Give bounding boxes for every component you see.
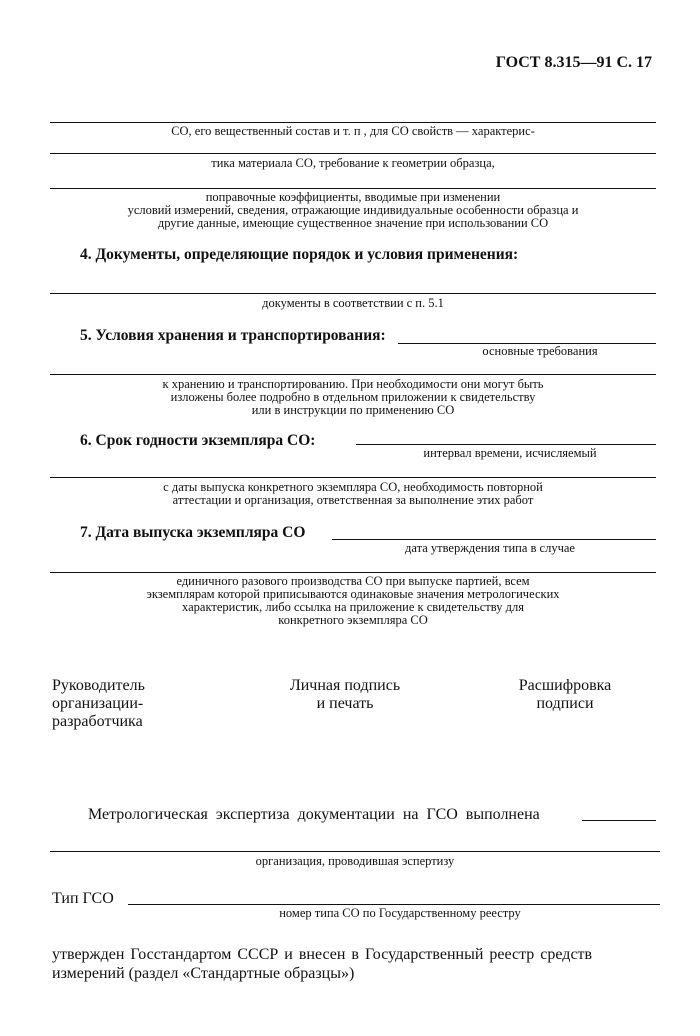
form-rule	[50, 293, 656, 294]
form-caption: условий измерений, сведения, отражающие индивидуальные особенности образца и	[127, 203, 579, 217]
section-6-caption: аттестации и организация, ответственная за выполнение этих работ	[172, 493, 534, 507]
signature-left-line3: разработчика	[52, 713, 143, 730]
fill-line	[356, 444, 656, 445]
form-caption: поправочные коэффициенты, вводимые при изменении	[205, 190, 501, 204]
section-4-heading: 4. Документы, определяющие порядок и условия применения:	[80, 246, 519, 263]
section-6-heading: 6. Срок годности экземпляра СО:	[80, 432, 316, 449]
form-rule	[50, 153, 656, 154]
signature-left-line2: организации-	[52, 695, 144, 712]
gso-type-caption: номер типа СО по Государственному реестру	[279, 906, 521, 920]
expertise-text: Метрологическая экспертиза документации на ГСО выполнена	[88, 806, 540, 823]
page-header: ГОСТ 8.315—91 С. 17	[495, 54, 652, 71]
form-rule	[50, 122, 656, 123]
section-7-caption: единичного разового производства СО при выпуске партией, всем	[176, 574, 530, 588]
signature-right-line2: подписи	[536, 695, 594, 712]
fill-line	[582, 820, 656, 821]
footer-line1: утвержден Госстандартом СССР и внесен в Государственный реестр средств	[52, 946, 593, 963]
signature-left-line1: Руководитель	[52, 677, 145, 694]
section-7-caption: характеристик, либо ссылка на приложение к свидетельству для	[182, 600, 524, 614]
fill-line	[128, 904, 660, 905]
form-rule	[50, 572, 656, 573]
section-6-caption: с даты выпуска конкретного экземпляра СО, необходимость повторной	[163, 480, 543, 494]
fill-line	[332, 539, 656, 540]
expertise-caption: организация, проводившая эспертизу	[255, 854, 455, 868]
section-7-heading: 7. Дата выпуска экземпляра СО	[80, 524, 306, 541]
form-rule	[50, 188, 656, 189]
form-caption: СО, его вещественный состав и т. п , для СО свойств — характерис-	[171, 124, 535, 138]
form-rule	[50, 374, 656, 375]
section-5-caption: к хранению и транспортированию. При необходимости они могут быть	[162, 377, 544, 391]
section-7-caption: экземплярам которой приписываются одинаковые значения метрологических	[146, 587, 560, 601]
form-rule	[50, 477, 656, 478]
signature-mid-line2: и печать	[316, 695, 374, 712]
section-7-caption: конкретного экземпляра СО	[278, 613, 428, 627]
signature-right-line1: Расшифровка	[518, 677, 612, 694]
form-caption: другие данные, имеющие существенное значение при использовании СО	[157, 216, 549, 230]
section-7-caption: дата утверждения типа в случае	[405, 541, 575, 555]
signature-mid-line1: Личная подпись	[289, 677, 401, 694]
section-5-caption: основные требования	[482, 344, 598, 358]
form-rule	[50, 851, 660, 852]
section-5-caption: или в инструкции по применению СО	[251, 403, 455, 417]
section-6-caption: интервал времени, исчисляемый	[423, 446, 597, 460]
section-5-caption: изложены более подробно в отдельном приложении к свидетельству	[170, 390, 536, 404]
section-4-caption: документы в соответствии с п. 5.1	[262, 296, 444, 310]
footer-line2: измерений (раздел «Стандартные образцы»)	[52, 965, 355, 982]
section-5-heading: 5. Условия хранения и транспортирования:	[80, 327, 386, 344]
gso-type-label: Тип ГСО	[52, 890, 114, 907]
form-caption: тика материала СО, требование к геометрии образца,	[211, 156, 495, 170]
